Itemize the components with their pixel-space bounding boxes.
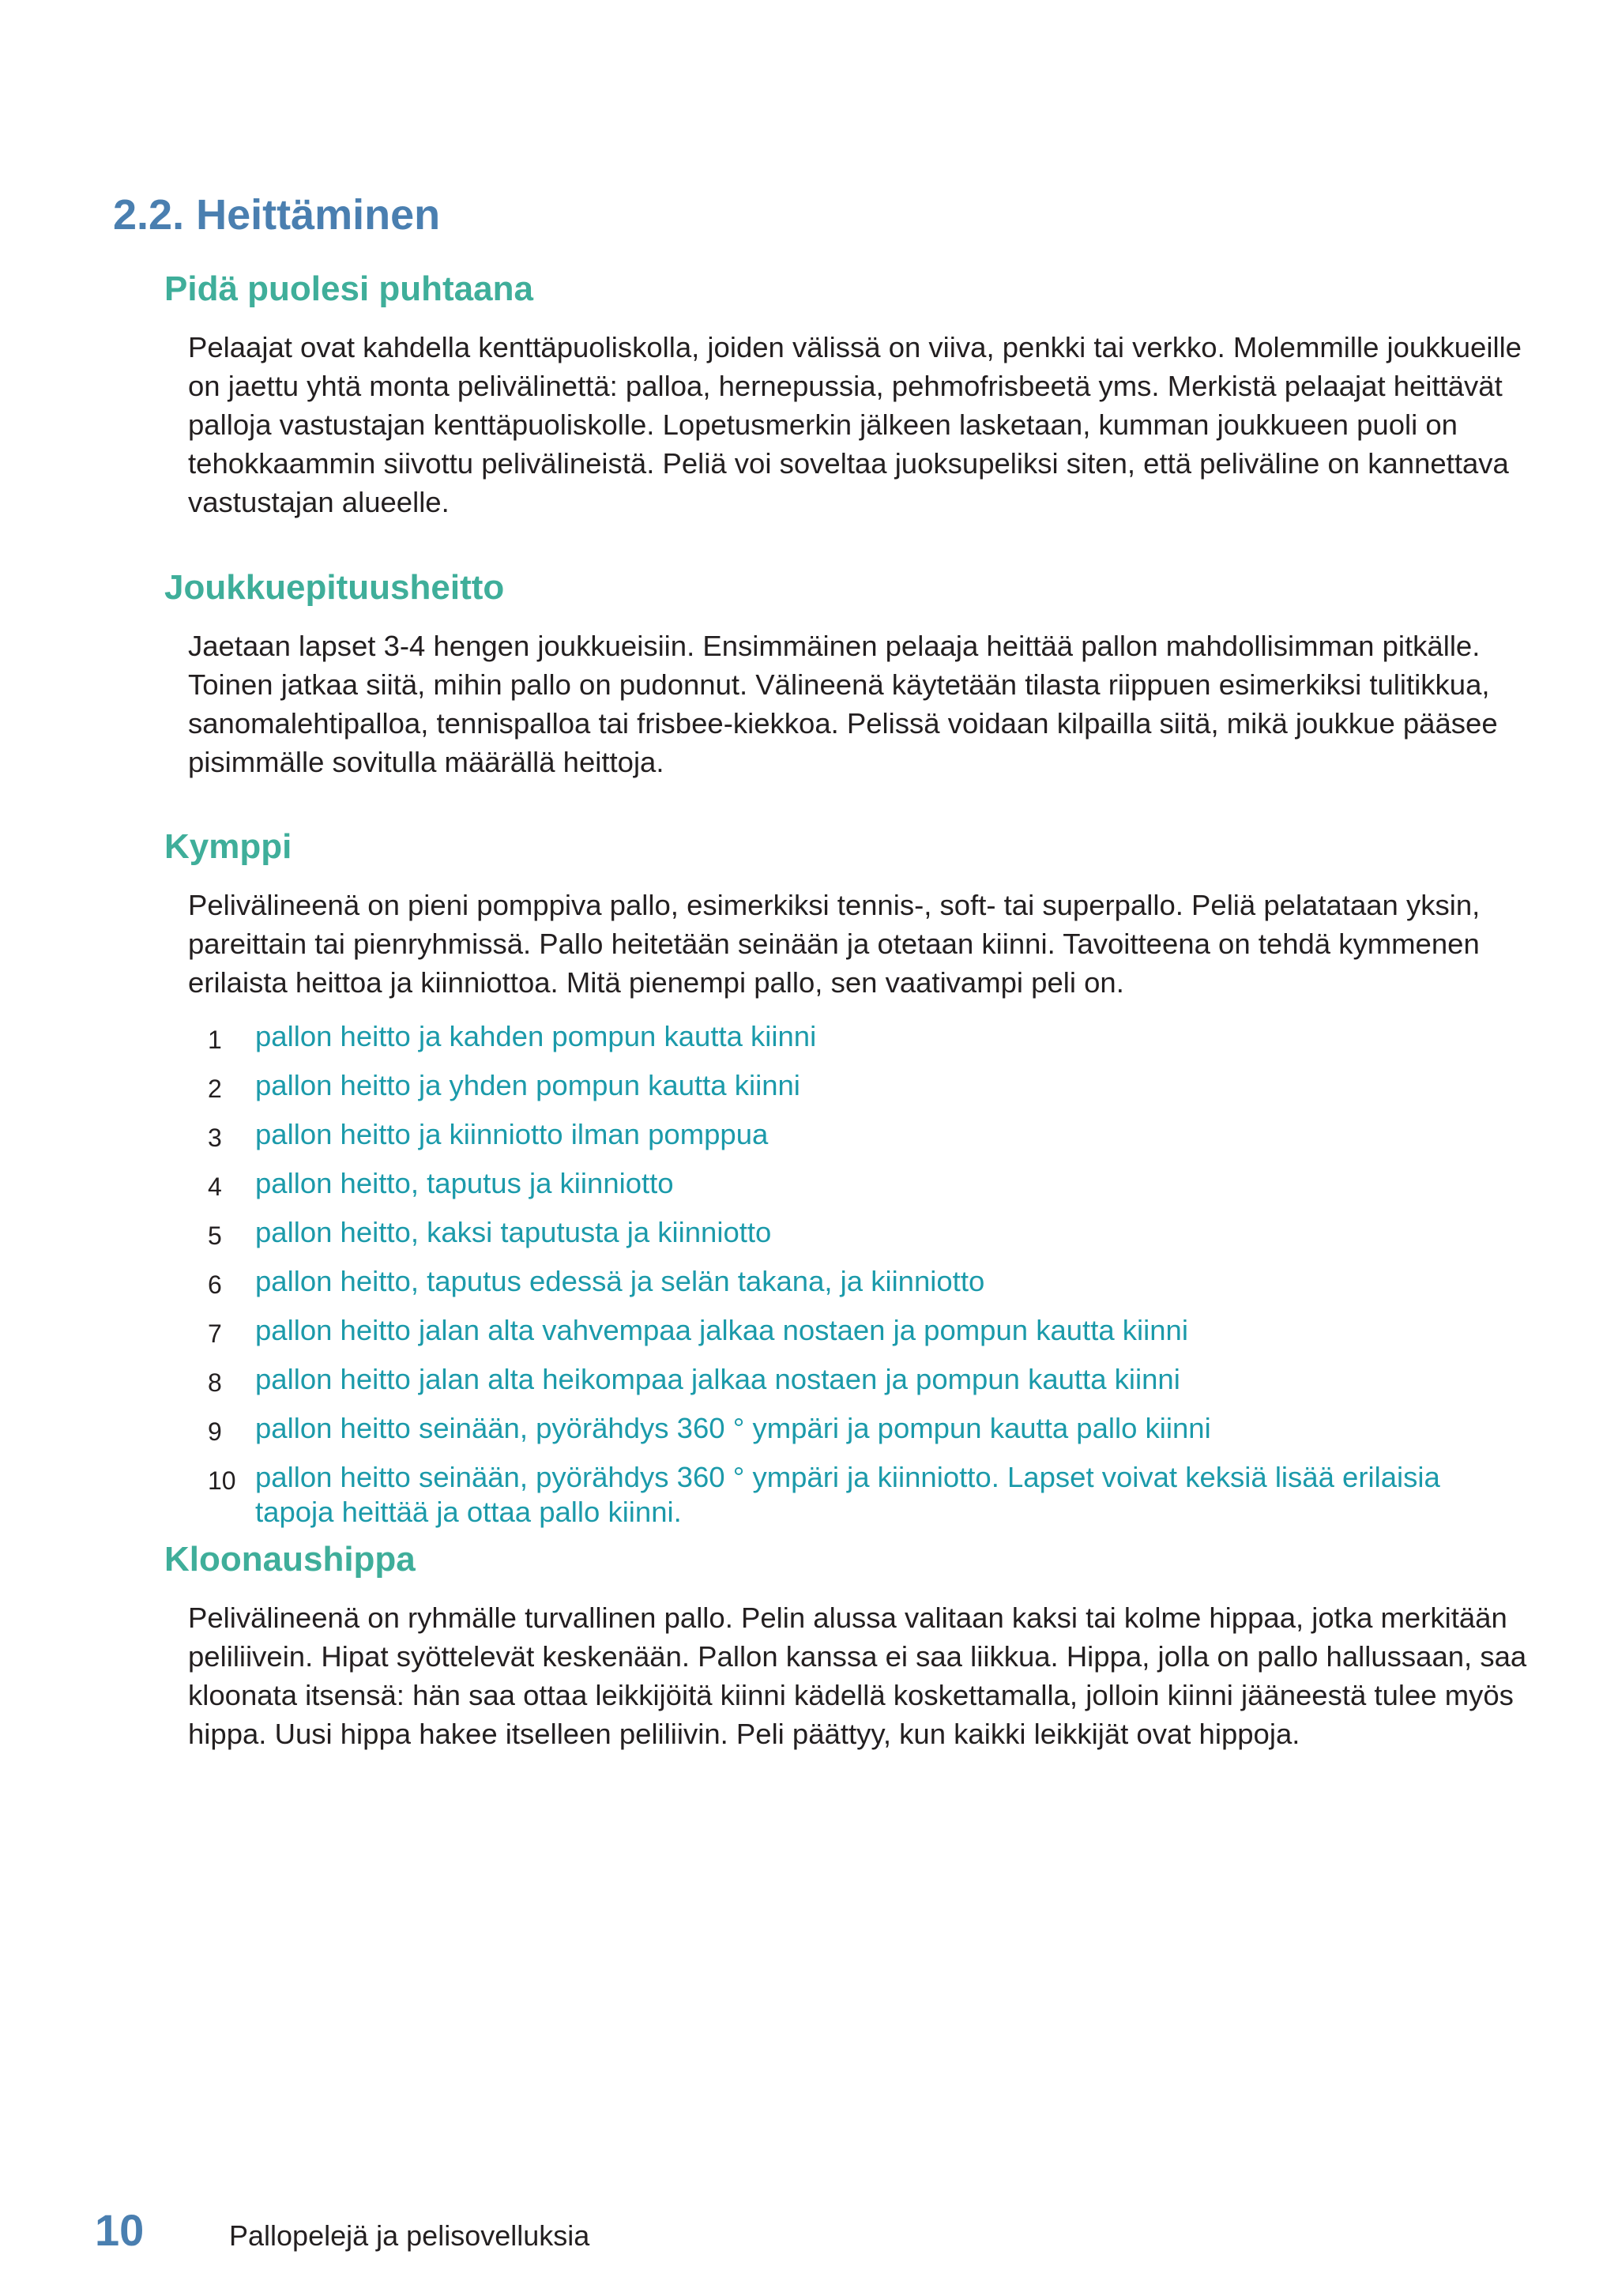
list-item-text: pallon heitto jalan alta vahvempaa jalkaa nostaen ja pompun kautta kiinni [255,1313,1188,1346]
list-item-number: 9 [208,1417,222,1446]
page-number: 10 [95,2205,145,2255]
list-item-text: pallon heitto seinään, pyörähdys 360 ° ympäri ja pompun kautta pallo kiinni [255,1411,1211,1444]
list-item [164,1166,1507,1204]
kymppi-numbered-list [164,1019,1507,1530]
list-item-number: 7 [208,1319,222,1348]
list-item-number: 10 [208,1466,236,1495]
list-item [164,1264,1507,1302]
subsection-pida-puolesi-puhtaana [164,269,1522,521]
list-item-text: pallon heitto jalan alta heikompaa jalkaa nostaen ja pompun kautta kiinni [255,1362,1180,1395]
page-footer [95,2204,589,2256]
subsection-title: Kloonaushippa [164,1540,416,1579]
section-title: 2.2. Heittäminen [113,191,441,239]
list-item [164,1019,1507,1057]
list-item-number: 5 [208,1221,222,1250]
list-item-number: 3 [208,1123,222,1152]
list-item-number: 2 [208,1074,222,1103]
list-item-text: pallon heitto seinään, pyörähdys 360 ° ympäri ja kiinniotto. Lapset voivat keksiä lisää erilaisia tapoja heittää ja ottaa pallo kiinni. [255,1460,1440,1528]
subsection-kymppi [164,826,1507,1541]
subsection-body: Pelivälineenä on pieni pomppiva pallo, esimerkiksi tennis-, soft- tai superpallo. Peliä pelatataan yksin, pareittain tai pienryhmissä. Pallo heitetään seinään ja otetaan kiinni. Tavoitteena on tehdä kymmenen erilaista heittoa ja kiinniottoa. Mitä pienempi pallo, sen vaativampi peli on. [188,888,1481,999]
subsection-kloonaushippa [164,1539,1527,1753]
list-item-text: pallon heitto ja kiinniotto ilman pomppua [255,1117,769,1150]
list-item [164,1117,1507,1155]
subsection-title: Kymppi [164,827,292,866]
list-item-text: pallon heitto ja yhden pompun kautta kiinni [255,1068,800,1101]
list-item [164,1411,1507,1449]
list-item-text: pallon heitto ja kahden pompun kautta kiinni [255,1019,817,1052]
subsection-title: Joukkuepituusheitto [164,568,505,607]
list-item-text: pallon heitto, kaksi taputusta ja kiinniotto [255,1215,772,1248]
list-item [164,1068,1507,1106]
list-item [164,1313,1507,1351]
list-item-text: pallon heitto, taputus edessä ja selän takana, ja kiinniotto [255,1264,985,1297]
list-item [164,1362,1507,1400]
subsection-body: Pelivälineenä on ryhmälle turvallinen pallo. Pelin alussa valitaan kaksi tai kolme hippaa, jotka merkitään peliliivein. Hipat syöttelevät keskenään. Pallon kanssa ei saa liikkua. Hippa, jolla on pallo hallussaan, saa kloonata itsensä: hän saa ottaa leikkijöitä kiinni kädellä koskettamalla, jolloin kiinni jääneestä tulee myös hippa. Uusi hippa hakee itselleen peliliivin. Peli päättyy, kun kaikki leikkijät ovat hippoja. [188,1601,1527,1750]
subsection-body: Jaetaan lapset 3-4 hengen joukkueisiin. Ensimmäinen pelaaja heittää pallon mahdollisimman pitkälle. Toinen jatkaa siitä, mihin pallo on pudonnut. Välineenä käytetään tilasta riippuen esimerkiksi tulitikkua, sanomalehtipalloa, tennispalloa tai frisbee-kiekkoa. Pelissä voidaan kilpailla siitä, mikä joukkue pääsee pisimmälle sovitulla määrällä heittoja. [188,629,1498,778]
list-item-number: 4 [208,1172,222,1201]
list-item [164,1460,1507,1530]
subsection-body: Pelaajat ovat kahdella kenttäpuoliskolla, joiden välissä on viiva, penkki tai verkko. Molemmille joukkueille on jaettu yhtä monta pelivälinettä: palloa, hernepussia, pehmofrisbeetä yms. Merkistä pelaajat heittävät palloja vastustajan kenttäpuoliskolle. Lopetusmerkin jälkeen lasketaan, kumman joukkueen puoli on tehokkaammin siivottu pelivälineistä. Peliä voi soveltaa juoksupeliksi siten, että peliväline on kannettava vastustajan alueelle. [188,330,1522,518]
subsection-joukkuepituusheitto [164,567,1507,781]
list-item-number: 8 [208,1368,222,1397]
list-item-number: 1 [208,1025,222,1054]
footer-title: Pallopelejä ja pelisovelluksia [229,2219,590,2252]
subsection-title: Pidä puolesi puhtaana [164,269,533,308]
list-item-text: pallon heitto, taputus ja kiinniotto [255,1166,674,1199]
list-item [164,1215,1507,1253]
list-item-number: 6 [208,1270,222,1299]
